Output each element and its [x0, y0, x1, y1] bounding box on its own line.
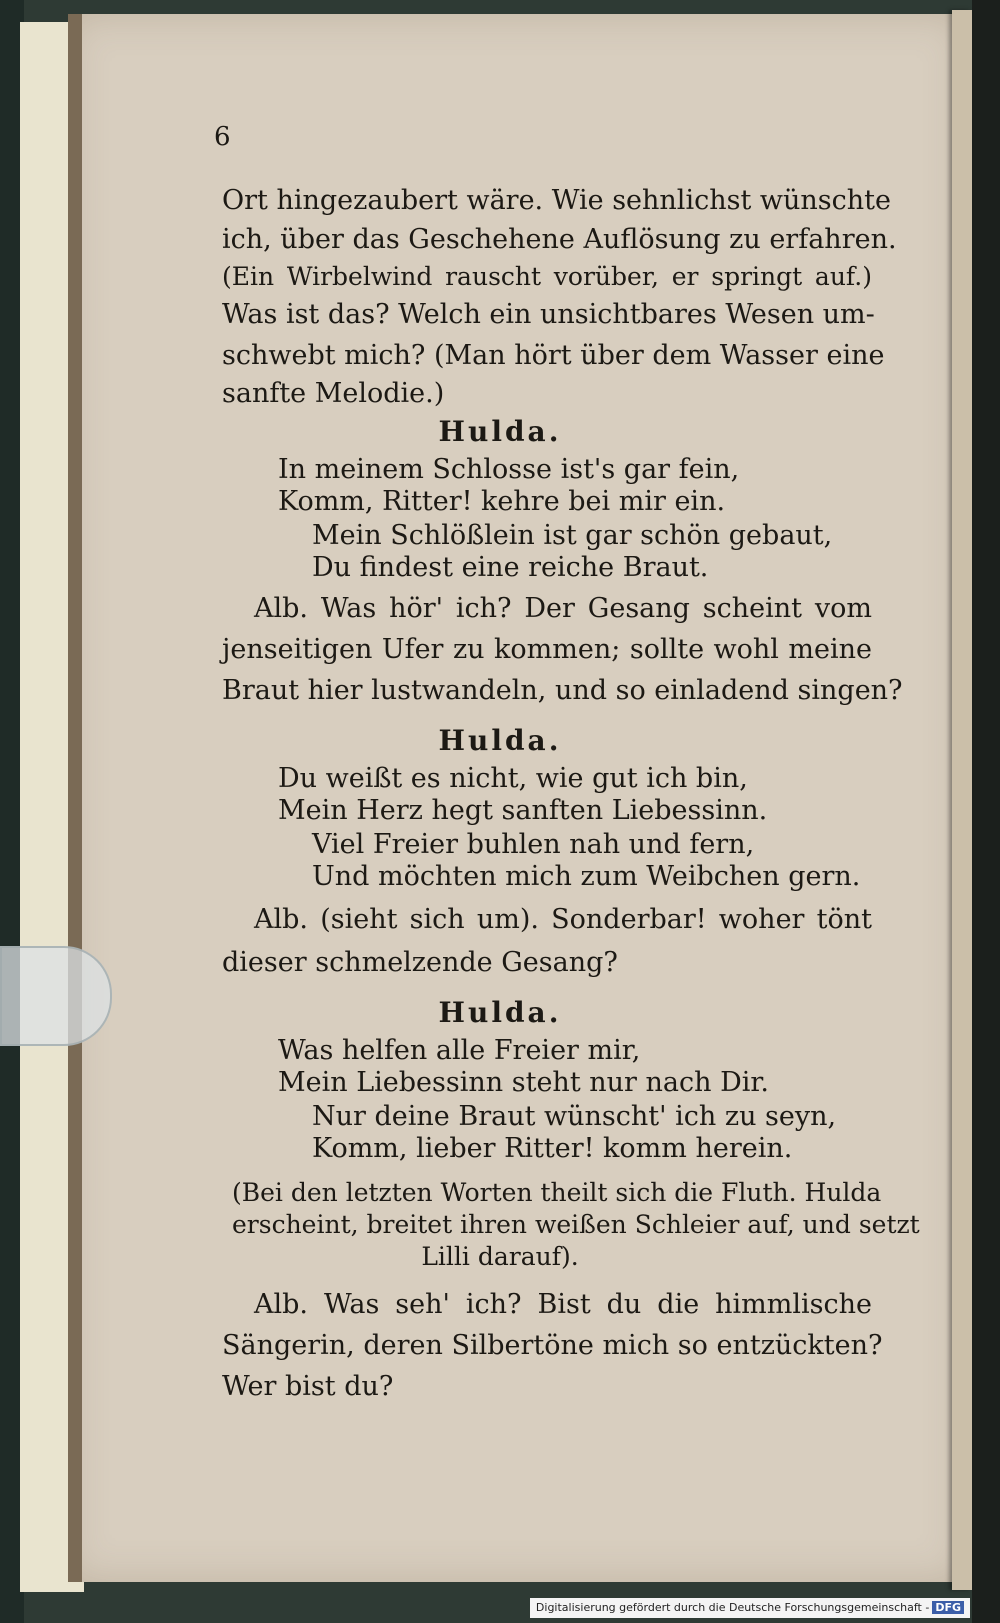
prose-line: Ort hingezaubert wäre. Wie sehnlichst wünschte	[222, 185, 891, 216]
dialogue-line: Alb. Was hör' ich? Der Gesang scheint vom	[254, 593, 872, 624]
dialogue-line: Braut hier lustwandeln, und so einladend singen?	[222, 675, 903, 706]
prose-line: sanfte Melodie.)	[222, 378, 445, 409]
dialogue-line: dieser schmelzende Gesang?	[222, 947, 618, 978]
dialogue-line: Wer bist du?	[222, 1371, 394, 1402]
verse-line: Du findest eine reiche Braut.	[312, 552, 709, 583]
dialogue-line: Alb. Was seh' ich? Bist du die himmlische	[254, 1289, 872, 1320]
verse-line: Viel Freier buhlen nah und fern,	[312, 829, 755, 860]
plastic-page-clip	[0, 946, 112, 1046]
page-number: 6	[214, 122, 231, 152]
speaker-heading: Hulda.	[438, 996, 562, 1029]
verse-line: Nur deine Braut wünscht' ich zu seyn,	[312, 1101, 837, 1132]
dialogue-line: Alb. (sieht sich um). Sonderbar! woher tönt	[254, 904, 872, 935]
stage-direction-line: erscheint, breitet ihren weißen Schleier auf, und setzt	[232, 1210, 920, 1239]
stage-direction-line: (Ein Wirbelwind rauscht vorüber, er springt auf.)	[222, 262, 872, 291]
prose-line: ich, über das Geschehene Auflösung zu erfahren.	[222, 224, 897, 255]
speaker-heading: Hulda.	[438, 724, 562, 757]
prose-line: Was ist das? Welch ein unsichtbares Wesen um-	[222, 299, 875, 330]
dialogue-line: jenseitigen Ufer zu kommen; sollte wohl meine	[222, 634, 872, 665]
verse-line: Mein Liebessinn steht nur nach Dir.	[278, 1067, 769, 1098]
credit-text: Digitalisierung gefördert durch die Deutsche Forschungsgemeinschaft -	[535, 1601, 930, 1614]
dialogue-line: Sängerin, deren Silbertöne mich so entzückten?	[222, 1330, 883, 1361]
dfg-logo-icon: DFG	[932, 1601, 964, 1614]
verse-line: Mein Schlößlein ist gar schön gebaut,	[312, 520, 833, 551]
stage-direction-line: (Bei den letzten Worten theilt sich die Fluth. Hulda	[232, 1178, 882, 1207]
verse-line: Komm, lieber Ritter! komm herein.	[312, 1133, 793, 1164]
verse-line: In meinem Schlosse ist's gar fein,	[278, 454, 740, 485]
verse-line: Mein Herz hegt sanften Liebessinn.	[278, 795, 768, 826]
stage-direction-line: Lilli darauf).	[421, 1242, 579, 1271]
verse-line: Und möchten mich zum Weibchen gern.	[312, 861, 861, 892]
verse-line: Komm, Ritter! kehre bei mir ein.	[278, 486, 726, 517]
verse-line: Was helfen alle Freier mir,	[278, 1035, 641, 1066]
digitization-credit	[530, 1598, 970, 1618]
verse-line: Du weißt es nicht, wie gut ich bin,	[278, 763, 748, 794]
speaker-heading: Hulda.	[438, 415, 562, 448]
prose-line: schwebt mich? (Man hört über dem Wasser eine	[222, 340, 885, 371]
